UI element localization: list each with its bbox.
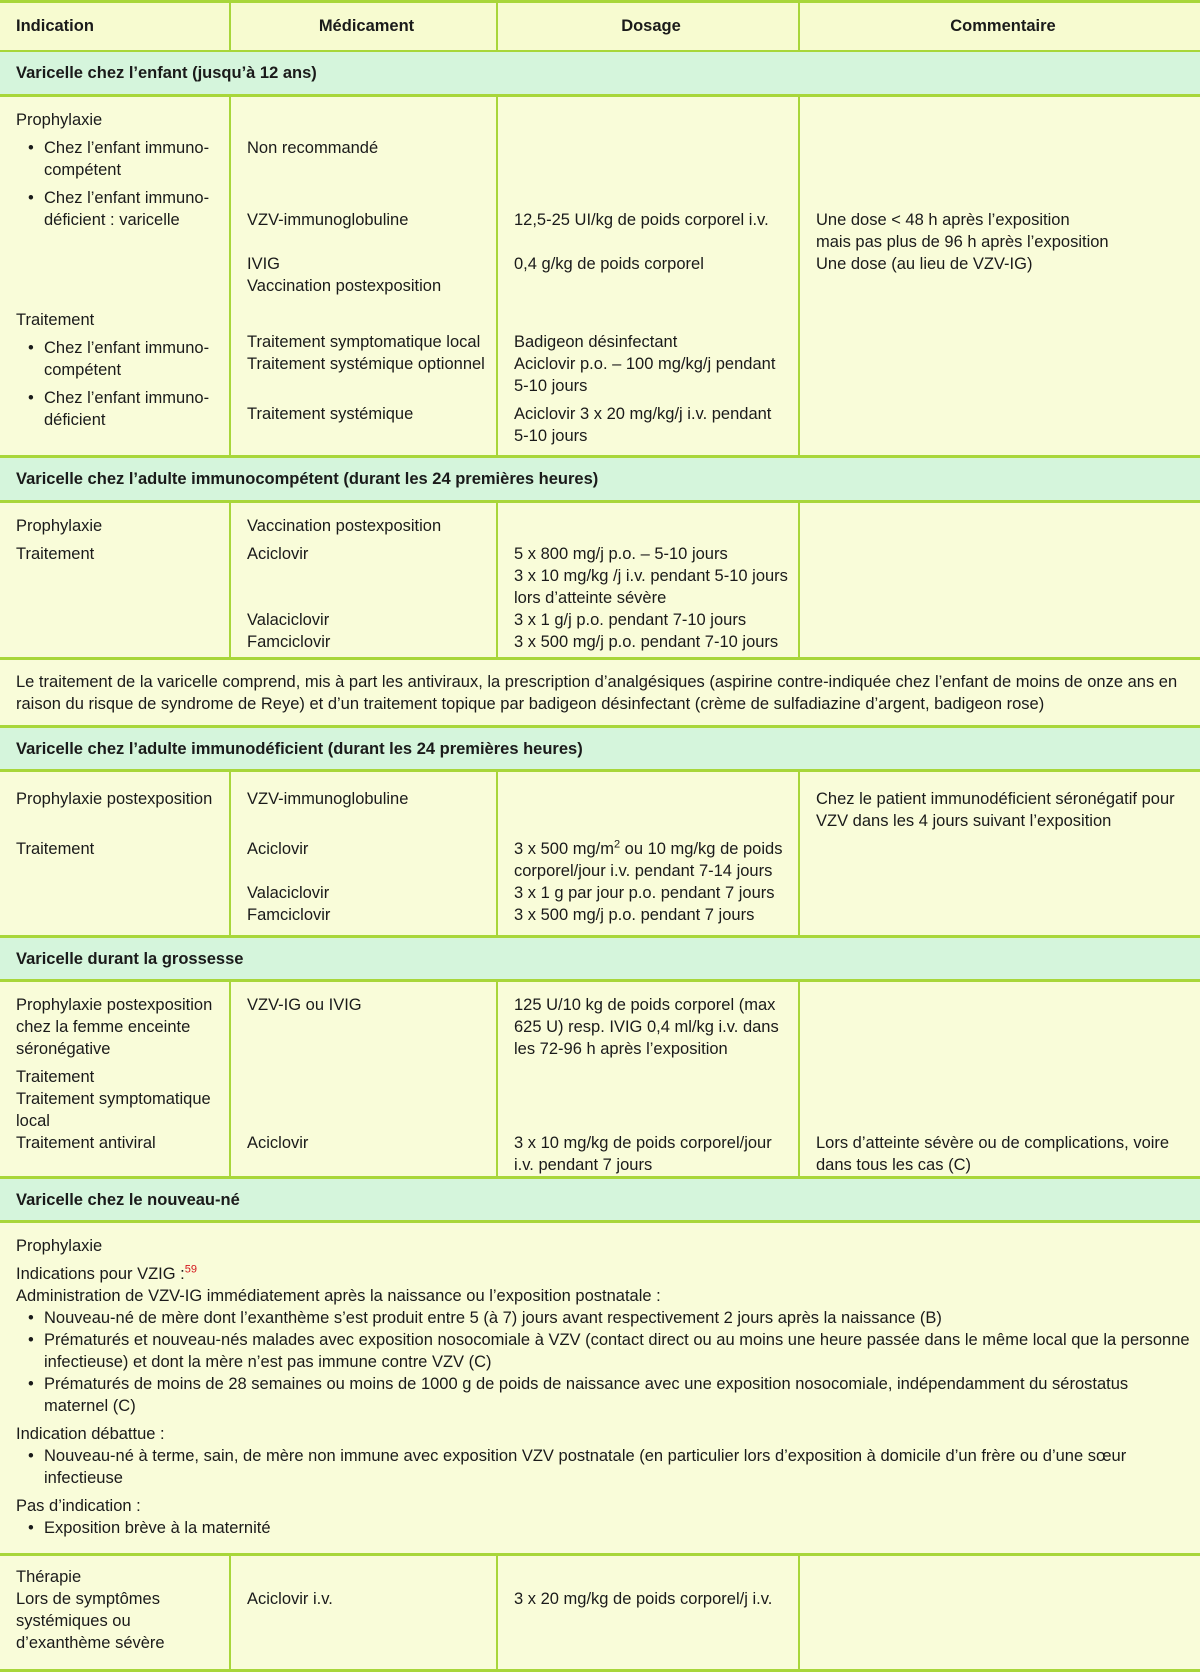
medicament-text: Traitement systémique xyxy=(247,405,414,423)
label-traitement: Traitement xyxy=(16,545,95,563)
indication-cell xyxy=(0,1555,230,1671)
dosage-text: 3 x 1 g par jour p.o. pendant 7 jours xyxy=(514,884,775,902)
newborn-prophylaxis-cell xyxy=(0,1222,1200,1555)
label-prophylaxie: Prophylaxie xyxy=(16,1237,103,1255)
medicament-text: Vaccination postexposition xyxy=(247,517,442,535)
comment-text: Chez le patient immunodéficient séronégatif pour VZV dans les 4 jours suivant l’exposition xyxy=(816,790,1175,830)
dosage-cell xyxy=(497,502,799,659)
table-row xyxy=(0,771,1200,937)
indication-cell xyxy=(0,771,230,937)
indication-text: Prophylaxie postexposition chez la femme enceinte séronégative xyxy=(16,996,213,1058)
medicament-text: Aciclovir xyxy=(247,1134,309,1152)
list-item: • Chez l’enfant immuno-compétent xyxy=(28,339,210,379)
col-header-dosage: Dosage xyxy=(497,2,799,51)
list-item: • Prématurés de moins de 28 semaines ou moins de 1000 g de poids de naissance avec une exposition nosocomiale, indépendamment du sérostatus maternel (C) xyxy=(28,1375,1129,1415)
section-header-newborn xyxy=(0,1178,1200,1222)
indication-cell xyxy=(0,502,230,659)
medicament-text: Valaciclovir xyxy=(247,884,330,902)
section-title: Varicelle chez l’adulte immunodéficient (durant les 24 premières heures) xyxy=(0,727,1200,771)
dosage-text: 0,4 g/kg de poids corporel xyxy=(514,255,704,273)
medicament-cell xyxy=(230,981,497,1178)
dosage-text: 3 x 500 mg/j p.o. pendant 7 jours xyxy=(514,906,755,924)
indication-text: Traitement antiviral xyxy=(16,1134,156,1152)
medicament-text: Traitement symptomatique local xyxy=(247,333,481,351)
label-prophylaxie: Prophylaxie xyxy=(16,517,103,535)
section-title: Varicelle chez l’adulte immunocompétent (durant les 24 premières heures) xyxy=(0,457,1200,502)
table-row xyxy=(0,502,1200,659)
medicament-text: Aciclovir i.v. xyxy=(247,1590,333,1608)
none-label: Pas d’indication : xyxy=(16,1497,141,1515)
section-header-adult-immunodeficient xyxy=(0,727,1200,771)
medicament-text: VZV-immunoglobuline xyxy=(247,790,409,808)
list-item: • Prématurés et nouveau-nés malades avec exposition nosocomiale à VZV (contact direct ou au moins une heure passée dans le même local que la personne infectieuse) et dont la mère n’est pas immune contre VZV (C) xyxy=(28,1331,1190,1371)
section-header-adult-immunocompetent xyxy=(0,457,1200,502)
table-row xyxy=(0,1222,1200,1555)
medicament-cell xyxy=(230,96,497,457)
col-header-commentaire: Commentaire xyxy=(799,2,1200,51)
indication-cell xyxy=(0,96,230,457)
dosage-text: 3 x 20 mg/kg de poids corporel/j i.v. xyxy=(514,1590,773,1608)
dosage-cell xyxy=(497,1555,799,1671)
dosage-cell xyxy=(497,771,799,937)
dosage-text: Aciclovir 3 x 20 mg/kg/j i.v. pendant 5-10 jours xyxy=(514,405,772,445)
indications-label: Indications pour VZIG :$^{59}$ xyxy=(16,1263,197,1283)
table-row xyxy=(0,981,1200,1178)
dosage-text: lors d’atteinte sévère xyxy=(514,589,667,607)
medicament-text: Vaccination postexposition xyxy=(247,277,442,295)
medicament-text: Non recommandé xyxy=(247,139,379,157)
label-traitement: Traitement xyxy=(16,840,95,858)
dosage-text: 3 x 10 mg/kg /j i.v. pendant 5-10 jours xyxy=(514,567,788,585)
list-item: • Chez l’enfant immuno-déficient xyxy=(28,389,210,429)
comment-text: Une dose (au lieu de VZV-IG) xyxy=(816,255,1033,273)
medicament-text: Aciclovir xyxy=(247,545,309,563)
section-header-child xyxy=(0,51,1200,96)
medicament-cell xyxy=(230,502,497,659)
list-item: • Exposition brève à la maternité xyxy=(28,1519,271,1537)
section-title: Varicelle chez l’enfant (jusqu’à 12 ans) xyxy=(0,51,1200,96)
dosage-cell xyxy=(497,96,799,457)
commentaire-cell xyxy=(799,96,1200,457)
comment-text: mais pas plus de 96 h après l’exposition xyxy=(816,233,1109,251)
indication-cell xyxy=(0,981,230,1178)
list-item: • Nouveau-né de mère dont l’exanthème s’est produit entre 5 (à 7) jours avant respectivement 2 jours après la naissance (B) xyxy=(28,1309,942,1327)
table-header-row xyxy=(0,2,1200,51)
reference-59: 59 xyxy=(184,1263,197,1276)
dosage-text: Aciclovir p.o. – 100 mg/kg/j pendant 5-10 jours xyxy=(514,355,776,395)
medicament-cell xyxy=(230,771,497,937)
table-row xyxy=(0,96,1200,457)
section-title: Varicelle chez le nouveau-né xyxy=(0,1178,1200,1222)
dosage-text: 125 U/10 kg de poids corporel (max 625 U) resp. IVIG 0,4 ml/kg i.v. dans les 72-96 h après l’exposition xyxy=(514,996,779,1058)
label-traitement: Traitement xyxy=(16,311,95,329)
medicament-text: Famciclovir xyxy=(247,633,331,651)
comment-text: Lors d’atteinte sévère ou de complications, voire dans tous les cas (C) xyxy=(816,1134,1170,1174)
medicament-text: VZV-immunoglobuline xyxy=(247,211,409,229)
medicament-text: IVIG xyxy=(247,255,281,273)
dosage-text: 3 x 1 g/j p.o. pendant 7-10 jours xyxy=(514,611,747,629)
medicament-text: Traitement systémique optionnel xyxy=(247,355,485,373)
dosage-text: 3 x 500 mg/j p.o. pendant 7-10 jours xyxy=(514,633,779,651)
commentaire-cell xyxy=(799,1555,1200,1671)
col-header-indication: Indication xyxy=(0,2,230,51)
medicament-text: Valaciclovir xyxy=(247,611,330,629)
label-prophylaxie: Prophylaxie xyxy=(16,111,103,129)
list-item: • Chez l’enfant immuno-compétent xyxy=(28,139,210,179)
list-item: • Nouveau-né à terme, sain, de mère non immune avec exposition VZV postnatale (en particulier lors d’exposition à domicile d’un frère ou d’une sœur infectieuse xyxy=(28,1447,1127,1487)
admin-text: Administration de VZV-IG immédiatement après la naissance ou l’exposition postnatale : xyxy=(16,1287,661,1305)
dosage-text: 3 x 500 $mg/m^2$ ou 10 mg/kg de poids corporel/jour i.v. pendant 7-14 jours xyxy=(514,838,783,880)
note-row xyxy=(0,659,1200,727)
commentaire-cell xyxy=(799,771,1200,937)
list-item: • Chez l’enfant immuno-déficient : varicelle xyxy=(28,189,210,229)
indication-text: Lors de symptômes systémiques ou d’exanthème sévère xyxy=(16,1590,165,1652)
commentaire-cell xyxy=(799,502,1200,659)
medicament-text: Aciclovir xyxy=(247,840,309,858)
note-text: Le traitement de la varicelle comprend, mis à part les antiviraux, la prescription d’analgésiques (aspirine contre-indiquée chez l’enfant de moins de onze ans en raison du risque de syndrome de Reye) et d’un traitement topique par badigeon désinfectant (crème de sulfadiazine d’argent, badigeon rose) xyxy=(0,659,1200,727)
dosage-text: 5 x 800 mg/j p.o. – 5-10 jours xyxy=(514,545,728,563)
dosage-text: Badigeon désinfectant xyxy=(514,333,678,351)
dosage-text: 3 x 10 mg/kg de poids corporel/jour i.v. pendant 7 jours xyxy=(514,1134,772,1174)
table-row xyxy=(0,1555,1200,1671)
medicament-text: Famciclovir xyxy=(247,906,331,924)
commentaire-cell xyxy=(799,981,1200,1178)
dosage-text: 12,5-25 UI/kg de poids corporel i.v. xyxy=(514,211,769,229)
debated-label: Indication débattue : xyxy=(16,1425,165,1443)
section-header-pregnancy xyxy=(0,937,1200,981)
medicament-cell xyxy=(230,1555,497,1671)
comment-text: Une dose < 48 h après l’exposition xyxy=(816,211,1070,229)
section-title: Varicelle durant la grossesse xyxy=(0,937,1200,981)
medicament-text: VZV-IG ou IVIG xyxy=(247,996,362,1014)
indication-text: Traitement symptomatique local xyxy=(16,1090,211,1130)
dosage-cell xyxy=(497,981,799,1178)
label-therapie: Thérapie xyxy=(16,1568,82,1586)
col-header-medicament: Médicament xyxy=(230,2,497,51)
indication-text: Prophylaxie postexposition xyxy=(16,790,213,808)
label-traitement: Traitement xyxy=(16,1068,95,1086)
